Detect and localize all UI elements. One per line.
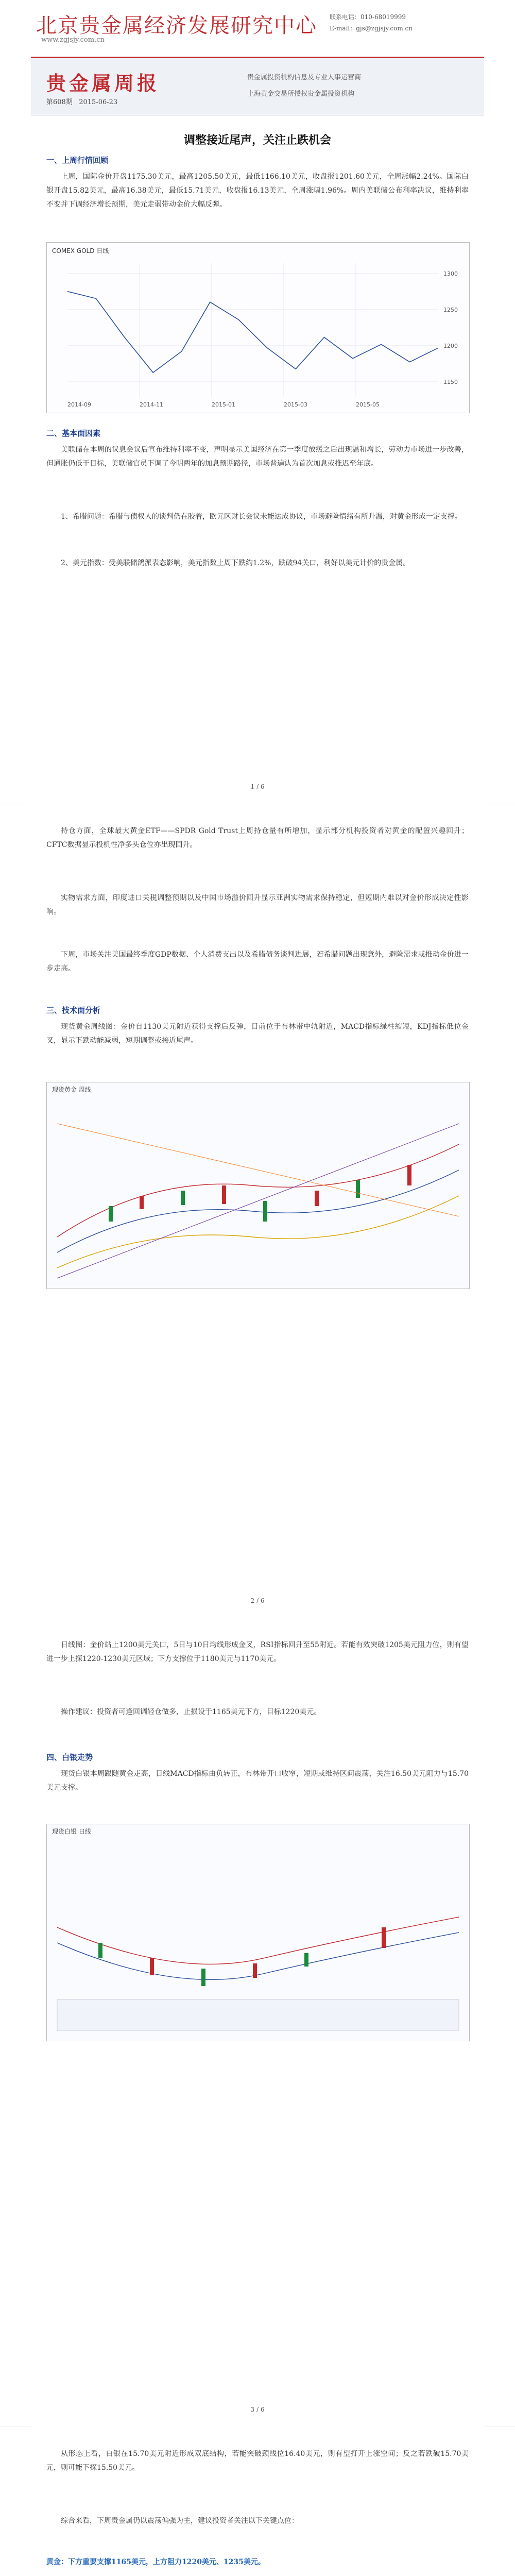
y-tick: 1250 — [443, 307, 458, 313]
band-line-1: 贵金属投资机构信息及专业人事运营商 — [247, 74, 362, 81]
page-number: 1 / 6 — [250, 783, 265, 790]
report-page-1 — [31, 0, 484, 804]
section-heading-silver: 四、白银走势 — [46, 1753, 93, 1762]
contact-block — [330, 11, 484, 34]
report-page-4 — [31, 2427, 484, 2576]
x-tick: 2015-01 — [212, 401, 235, 408]
section-heading-technical: 三、技术面分析 — [46, 1006, 101, 1015]
paragraph: 持仓方面，全球最大黄金ETF——SPDR Gold Trust上周持仓量有所增加，显示部分机构投资者对黄金的配置兴趣回升；CFTC数据显示投机性净多头仓位亦出现回升。 — [46, 827, 469, 849]
gold-daily-chart — [46, 242, 470, 413]
gold-line-chart-svg — [47, 243, 468, 412]
chart-title: 现货黄金 周线 — [52, 1086, 91, 1093]
paragraph: 从形态上看，白银在15.70美元附近形成双底结构，若能突破颈线位16.40美元，则有望打开上涨空间；反之若跌破15.70美元，则可能下探15.50美元。 — [46, 2450, 469, 2472]
paragraph: 现货白银本周跟随黄金走高，日线MACD指标由负转正，布林带开口收窄，短期或维持区间震荡，关注16.50美元阻力与15.70美元支撑。 — [46, 1770, 469, 1792]
chart-title: COMEX GOLD 日线 — [52, 247, 109, 255]
paragraph: 下周，市场关注美国最终季度GDP数据、个人消费支出以及希腊债务谈判进展，若希腊问题出现意外，避险需求或推动金价进一步走高。 — [46, 951, 469, 973]
x-tick: 2014-09 — [67, 401, 91, 408]
page-number: 3 / 6 — [250, 2406, 265, 2413]
x-tick: 2015-05 — [356, 401, 380, 408]
report-meta — [46, 96, 117, 106]
report-date: 2015-06-23 — [79, 98, 118, 106]
report-page-2 — [31, 804, 484, 1618]
paragraph: 实物需求方面，印度进口关税调整预期以及中国市场溢价回升显示亚洲实物需求保持稳定，但短期内难以对金价形成决定性影响。 — [46, 894, 469, 916]
x-tick: 2015-03 — [284, 401, 307, 408]
org-url[interactable]: www.zgjsjy.com.cn — [41, 36, 105, 44]
report-band — [31, 57, 484, 115]
band-right-text — [247, 70, 361, 103]
paragraph: 上周，国际金价开盘1175.30美元，最高1205.50美元，最低1166.10美元，收盘报1201.60美元，全周涨幅2.24%。国际白银开盘15.82美元，最高16.38美元，最低15.71美元，收盘报16.13美元，全周涨幅1.96%。周内美联储公布利率决议，维持利率不变并下调经济增长预期，美元走弱带动金价大幅反弹。 — [46, 173, 469, 209]
report-title: 贵金属周报 — [46, 72, 160, 95]
band-line-2: 上海黄金交易所授权贵金属投资机构 — [247, 90, 355, 98]
section-heading-fundamentals: 二、基本面因素 — [46, 429, 101, 438]
silver-chart-svg — [47, 1824, 468, 2040]
paragraph: 2、美元指数：受美联储鸽派表态影响，美元指数上周下跌约1.2%，跌破94关口，利好以美元计价的贵金属。 — [61, 559, 410, 567]
org-title: 北京贵金属经济发展研究中心 — [36, 14, 317, 38]
paragraph: 现货黄金周线图：金价自1130美元附近获得支撑后反弹，目前位于布林带中轨附近，MACD指标绿柱缩短，KDJ指标低位金叉，显示下跌动能减弱，短期调整或接近尾声。 — [46, 1023, 469, 1045]
chart-title: 现货白银 日线 — [52, 1828, 91, 1835]
contact-email: E-mail：gjs@zgjsjy.com.cn — [330, 25, 413, 32]
x-tick: 2014-11 — [140, 401, 163, 408]
paragraph: 日线图：金价站上1200美元关口，5日与10日均线形成金叉，RSI指标回升至55附近。若能有效突破1205美元阻力位，则有望进一步上探1220-1230美元区域；下方支撑位于1180美元与1170美元。 — [46, 1641, 469, 1663]
y-tick: 1300 — [443, 270, 458, 277]
paragraph: 美联储在本周的议息会议后宣布维持利率不变，声明显示美国经济在第一季度放缓之后出现温和增长，劳动力市场进一步改善，但通胀仍低于目标，美联储官员下调了今明两年的加息预期路径，市场普遍认为首次加息或推迟至年底。 — [46, 446, 469, 468]
gold-weekly-candle-chart — [46, 1082, 470, 1289]
paragraph: 操作建议：投资者可逢回调轻仓做多，止损设于1165美元下方，目标1220美元。 — [61, 1708, 321, 1716]
report-no: 第608期 — [46, 98, 73, 106]
section-heading-review: 一、上周行情回顾 — [46, 156, 109, 165]
y-tick: 1200 — [443, 343, 458, 349]
y-tick: 1150 — [443, 379, 458, 385]
key-level-gold-text: 黄金：下方重要支撑1165美元，上方阻力1220美元、1235美元。 — [46, 2558, 265, 2566]
key-level-gold — [46, 2555, 469, 2569]
headline: 调整接近尾声，关注止跌机会 — [183, 133, 331, 147]
paragraph: 1、希腊问题：希腊与债权人的谈判仍在胶着，欧元区财长会议未能达成协议，市场避险情绪有所升温，对黄金形成一定支撑。 — [61, 513, 462, 521]
report-page-3 — [31, 1618, 484, 2427]
contact-tel: 联系电话：010-68019999 — [330, 13, 406, 21]
paragraph: 综合来看，下周贵金属仍以震荡偏强为主，建议投资者关注以下关键点位： — [61, 2517, 299, 2525]
page-number: 2 / 6 — [250, 1597, 265, 1604]
silver-daily-chart — [46, 1824, 470, 2041]
candle-chart-svg — [47, 1082, 468, 1287]
